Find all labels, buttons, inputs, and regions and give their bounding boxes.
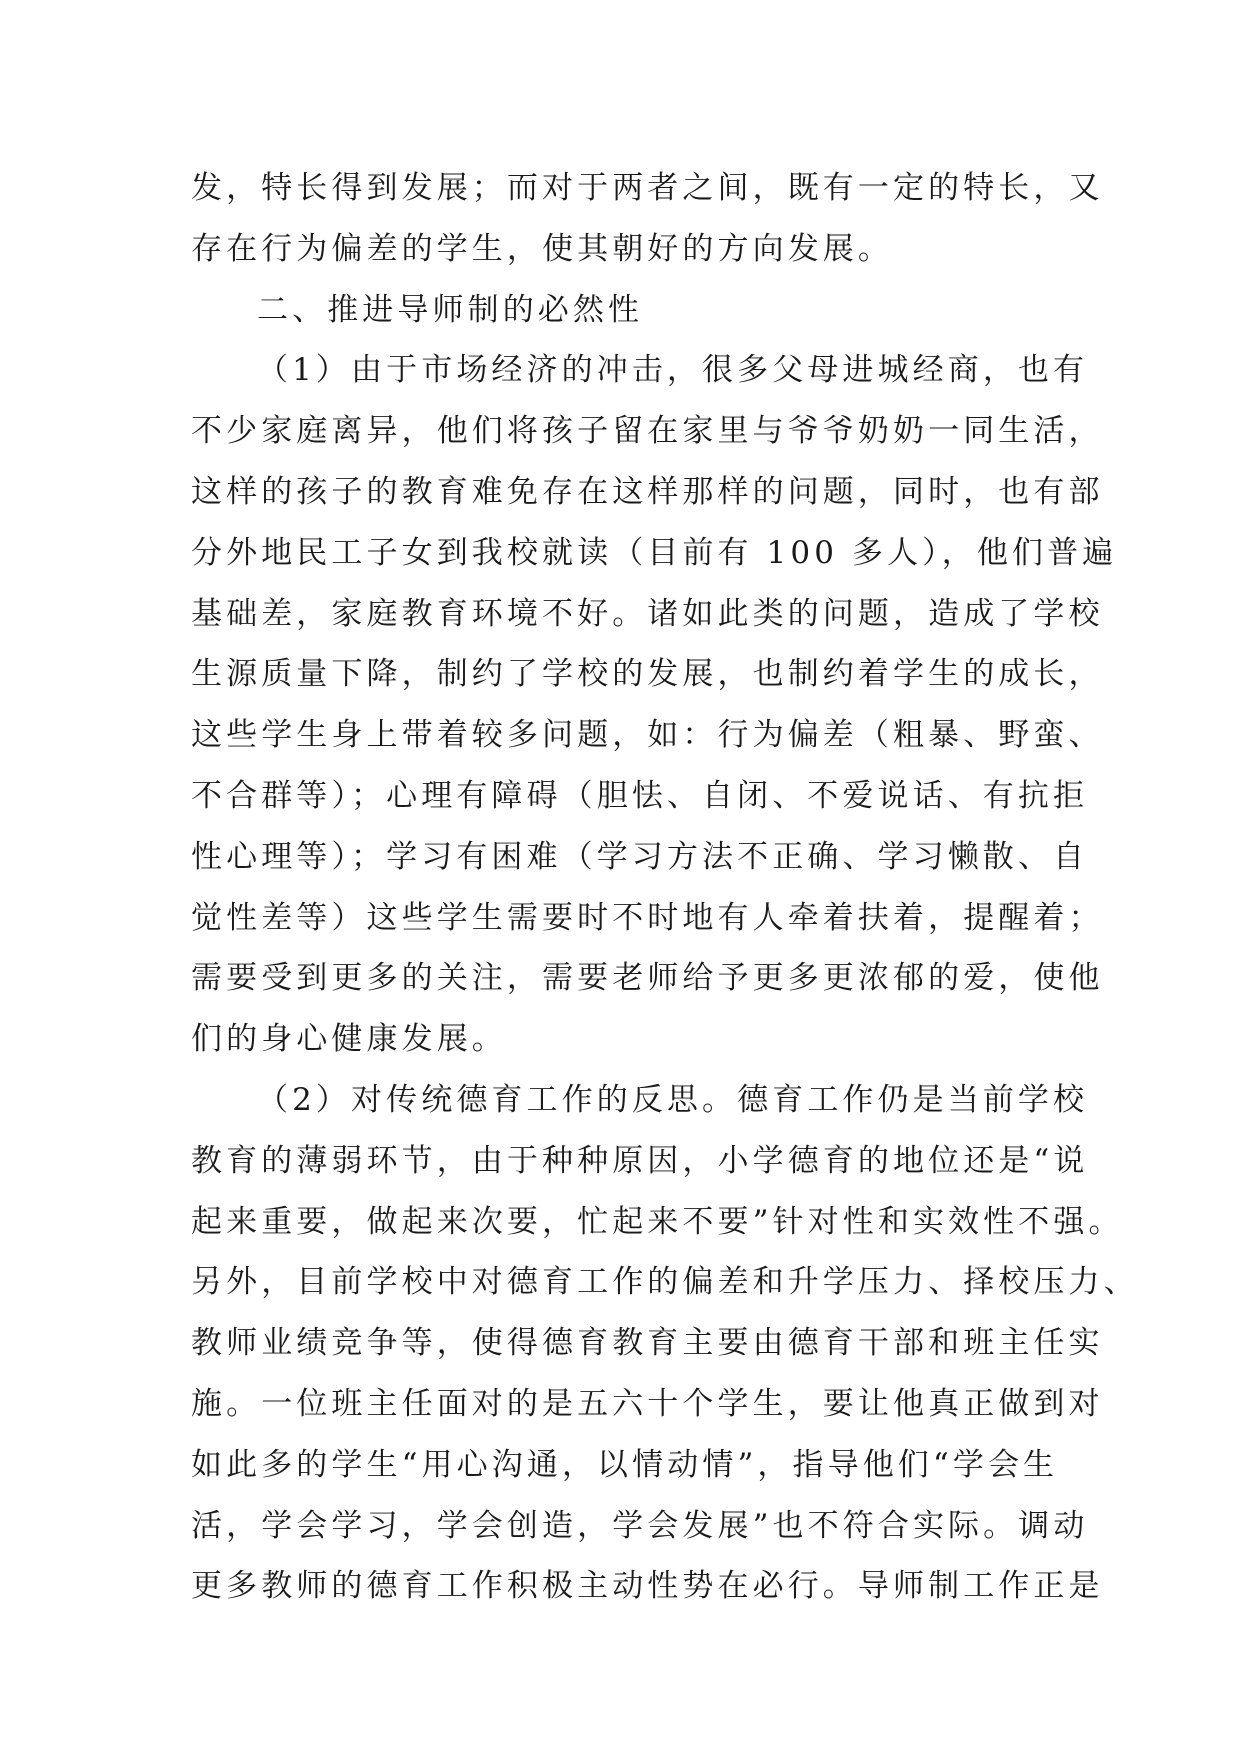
text-line: 们的身心健康发展。 [191,1021,507,1058]
text-line: 这样的孩子的教育难免存在这样那样的问题，同时，也有部 [191,473,1104,510]
text-line: 不合群等）；心理有障碍（胆怯、自闭、不爱说话、有抗拒 [191,777,1089,814]
text-line: 另外，目前学校中对德育工作的偏差和升学压力、择校压力、 [191,1264,1139,1301]
text-line: 性心理等）；学习有困难（学习方法不正确、学习懒散、自 [191,838,1089,875]
text-line: 教育的薄弱环节，由于种种原因，小学德育的地位还是“说 [191,1142,1089,1179]
text-line: 不少家庭离异，他们将孩子留在家里与爷爷奶奶一同生活， [191,413,1104,450]
text-line: 施。一位班主任面对的是五六十个学生，要让他真正做到对 [191,1385,1104,1422]
text-line: 生源质量下降，制约了学校的发展，也制约着学生的成长， [191,656,1104,693]
text-line: 如此多的学生“用心沟通，以情动情”，指导他们“学会生 [191,1446,1059,1483]
text-line: 存在行为偏差的学生，使其朝好的方向发展。 [191,230,893,267]
text-line: 活，学会学习，学会创造，学会发展”也不符合实际。调动 [191,1507,1089,1544]
paragraph-first-line: （1）由于市场经济的冲击，很多父母进城经商，也有 [257,352,1089,389]
text-line: 发，特长得到发展；而对于两者之间，既有一定的特长，又 [191,170,1104,206]
text-line: 基础差，家庭教育环境不好。诸如此类的问题，造成了学校 [191,595,1104,632]
text-line: 需要受到更多的关注，需要老师给予更多更浓郁的爱，使他 [191,960,1104,997]
text-line: 教师业绩竞争等，使得德育教育主要由德育干部和班主任实 [191,1325,1104,1362]
body-text [191,158,1139,1617]
section-heading: 二、推进导师制的必然性 [257,291,644,328]
text-line: 起来重要，做起来次要，忙起来不要”针对性和实效性不强。 [191,1203,1124,1240]
text-line: 分外地民工子女到我校就读（目前有 100 多人），他们普遍 [191,534,1118,571]
paragraph-first-line: （2）对传统德育工作的反思。德育工作仍是当前学校 [257,1081,1089,1118]
text-line: 这些学生身上带着较多问题，如：行为偏差（粗暴、野蛮、 [191,717,1104,754]
text-line: 觉性差等）这些学生需要时不时地有人牵着扶着，提醒着； [191,899,1104,936]
text-line: 更多教师的德育工作积极主动性势在必行。导师制工作正是 [191,1568,1104,1605]
